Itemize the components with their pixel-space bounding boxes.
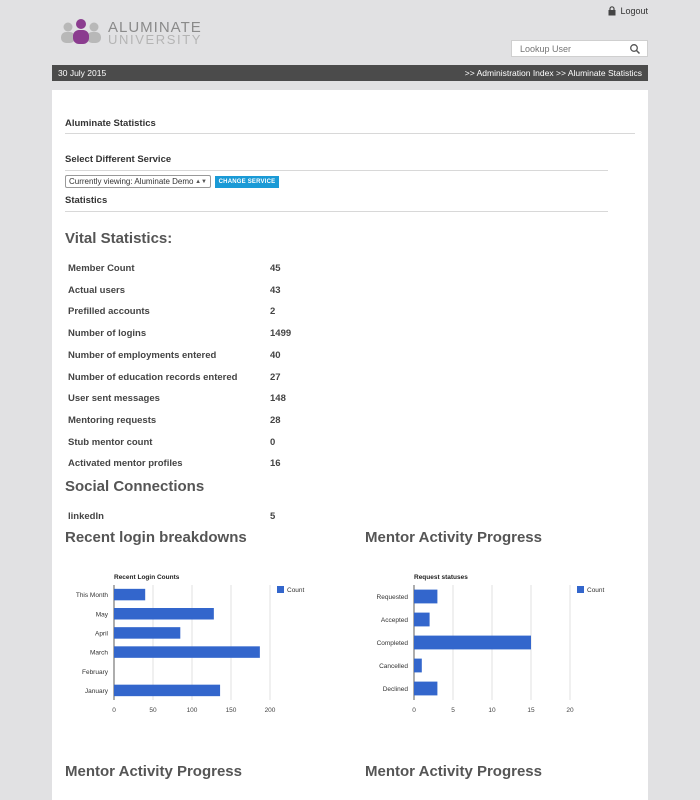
stat-value: 0	[270, 436, 276, 448]
x-tick-label: 100	[186, 707, 198, 714]
legend-label: Count	[587, 587, 605, 594]
logo[interactable]	[59, 17, 203, 47]
top-bar	[52, 65, 648, 81]
bar	[114, 685, 220, 696]
bar	[414, 590, 437, 604]
social-label: linkedIn	[68, 511, 104, 522]
bar	[414, 613, 430, 627]
search-icon[interactable]	[629, 43, 641, 55]
divider	[65, 170, 608, 171]
category-label: May	[95, 611, 108, 619]
stat-label: Prefilled accounts	[68, 306, 150, 318]
category-label: Requested	[376, 594, 408, 601]
recent-login-chart	[52, 565, 342, 740]
x-tick-label: 15	[527, 707, 535, 714]
stat-label: Number of education records entered	[68, 371, 238, 383]
logo-line2: UNIVERSITY	[108, 32, 203, 47]
stat-value: 148	[270, 393, 286, 405]
stat-label: Member Count	[68, 263, 135, 274]
breadcrumb-admin-index[interactable]: >> Administration Index	[464, 68, 554, 78]
current-date: 30 July 2015	[58, 68, 107, 78]
divider	[65, 133, 635, 134]
bar	[414, 659, 422, 673]
stat-value: 16	[270, 458, 281, 470]
lookup-user-box	[511, 40, 648, 57]
stat-value: 1499	[270, 328, 292, 340]
category-label: Completed	[376, 640, 408, 647]
stat-value: 27	[270, 371, 281, 383]
legend-swatch	[277, 586, 284, 593]
x-tick-label: 200	[264, 707, 276, 714]
stat-value: 45	[270, 263, 281, 274]
mentor-activity-heading: Mentor Activity Progress	[365, 529, 542, 546]
stat-label: Mentoring requests	[68, 414, 157, 426]
bar	[114, 627, 180, 639]
recent-login-heading: Recent login breakdowns	[65, 529, 247, 546]
legend-label: Count	[287, 587, 305, 594]
stat-value: 43	[270, 284, 281, 296]
category-label: Cancelled	[379, 663, 408, 670]
category-label: Accepted	[380, 617, 408, 624]
category-label: February	[81, 668, 108, 676]
chart-title: Request statuses	[414, 574, 468, 581]
stat-label: User sent messages	[68, 393, 160, 405]
x-tick-label: 0	[412, 707, 416, 714]
request-status-chart	[352, 565, 642, 740]
mentor-activity-heading: Mentor Activity Progress	[65, 763, 242, 780]
chart-title: Recent Login Counts	[114, 574, 180, 581]
bar	[114, 646, 260, 658]
bar	[114, 589, 145, 601]
x-tick-label: 50	[149, 707, 157, 714]
stat-value: 28	[270, 414, 281, 426]
lock-icon	[608, 6, 616, 16]
bar	[414, 682, 437, 696]
main-panel	[52, 90, 648, 800]
x-tick-label: 20	[566, 707, 574, 714]
category-label: April	[94, 630, 108, 638]
select-arrows-icon: ▲▼	[195, 178, 207, 185]
x-tick-label: 10	[488, 707, 496, 714]
stat-value: 40	[270, 349, 281, 361]
stat-label: Actual users	[68, 284, 126, 296]
x-tick-label: 150	[225, 707, 237, 714]
service-select[interactable]	[65, 175, 211, 188]
change-service-button[interactable]: CHANGE SERVICE	[215, 176, 279, 188]
stat-label: Number of employments entered	[68, 349, 217, 361]
logo-people-icon	[59, 17, 105, 45]
category-label: Declined	[382, 686, 408, 693]
category-label: March	[89, 649, 108, 657]
social-connections-heading: Social Connections	[65, 478, 205, 495]
x-tick-label: 5	[451, 707, 455, 714]
stat-label: Activated mentor profiles	[68, 458, 183, 470]
divider	[65, 211, 608, 212]
category-label: January	[84, 687, 108, 695]
bar	[114, 608, 214, 620]
lookup-user-input[interactable]	[512, 44, 627, 54]
page-title: Aluminate Statistics	[65, 118, 156, 129]
breadcrumb-aluminate-statistics[interactable]: >> Aluminate Statistics	[556, 68, 642, 78]
mentor-activity-heading: Mentor Activity Progress	[365, 763, 542, 780]
social-value: 5	[270, 511, 276, 522]
x-tick-label: 0	[112, 707, 116, 714]
legend-swatch	[577, 586, 584, 593]
select-service-heading: Select Different Service	[65, 154, 172, 165]
logo-line1: ALUMINATE	[108, 19, 202, 36]
stat-value: 2	[270, 306, 276, 318]
category-label: This Month	[75, 592, 108, 600]
bar	[414, 636, 531, 650]
stat-label: Number of logins	[68, 328, 147, 340]
statistics-heading: Statistics	[65, 195, 108, 206]
service-select-value: Currently viewing: Aluminate Demo	[69, 177, 194, 186]
vital-statistics-heading: Vital Statistics:	[65, 230, 173, 247]
stat-label: Stub mentor count	[68, 436, 153, 448]
logout-link[interactable]	[608, 6, 648, 16]
logout-label: Logout	[620, 6, 648, 16]
breadcrumb	[465, 68, 642, 78]
